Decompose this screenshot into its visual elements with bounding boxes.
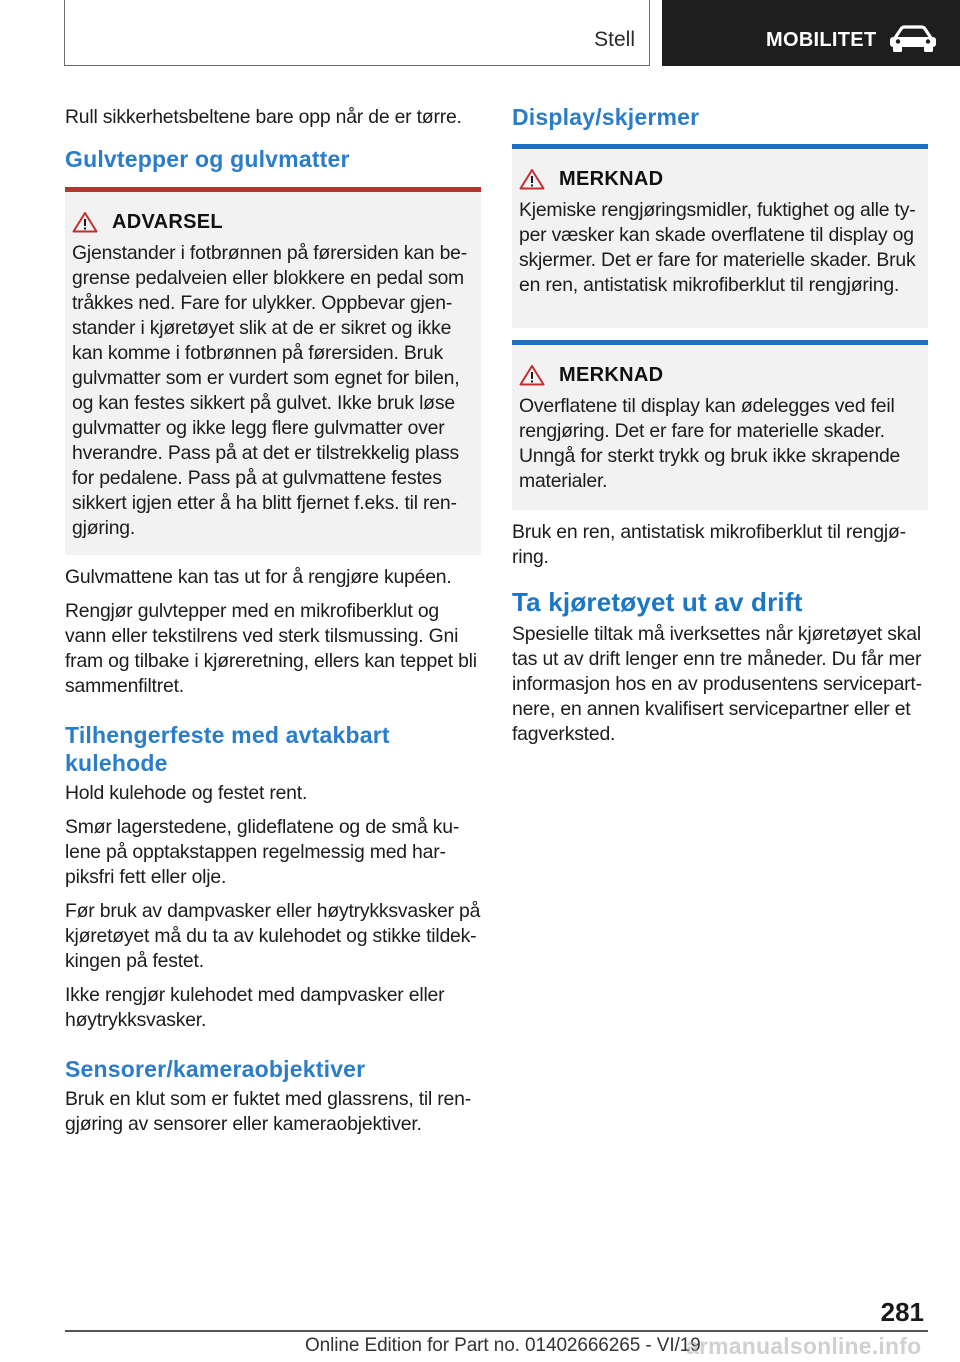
car-icon (887, 25, 939, 53)
note-1-title: MERKNAD (559, 167, 664, 190)
hitch-paragraph-3: Før bruk av dampvasker eller høytrykksvasker på kjøretøyet må du ta av kulehodet og stikke tildek-kingen på festet. (65, 900, 481, 972)
decommission-heading: Ta kjøretøyet ut av drift (512, 587, 803, 617)
footer-watermark: armanualsonline.info (686, 1333, 922, 1359)
note-callout-1-header (512, 167, 928, 191)
header-section-box (64, 0, 650, 66)
warning-triangle-icon (519, 168, 545, 190)
page-number: 281 (880, 1297, 924, 1327)
header-chapter-tab (662, 0, 960, 66)
carpets-paragraph-2: Rengjør gulvtepper med en mikrofiberklut og vann eller tekstilrens ved sterk tilsmussing. Gni fram og tilbake i kjøreretning, ellers kan teppet bli sammenfiltret. (65, 600, 477, 697)
note-callout-2-header (512, 363, 928, 387)
carpets-paragraph-1: Gulvmattene kan tas ut for å rengjøre kupéen. (65, 566, 452, 588)
note-2-title: MERKNAD (559, 363, 664, 386)
right-column (512, 100, 928, 756)
hitch-paragraph-4: Ikke rengjør kulehodet med dampvasker eller høytrykksvasker. (65, 984, 445, 1031)
header-chapter-title: MOBILITET (766, 29, 877, 51)
hitch-paragraph-1: Hold kulehode og festet rent. (65, 782, 308, 804)
warning-triangle-icon (519, 364, 545, 386)
note-callout-2 (512, 340, 928, 510)
warning-callout (65, 187, 481, 555)
note-2-text: Overflatene til display kan ødelegges ved feil rengjøring. Det er fare for materielle skader. Unngå for sterkt trykk og bruk ikke skrapende materialer. (519, 395, 901, 492)
hitch-paragraph-2: Smør lagerstedene, glideflatene og de små ku-lene på opptakstappen regelmessig med har-piksfri fett eller olje. (65, 816, 460, 888)
header-section-title: Stell (594, 28, 635, 51)
note-1-text: Kjemiske rengjøringsmidler, fuktighet og alle ty-per væsker kan skade overflatene til display og skjermer. Det er fare for materielle skader. Bruk en ren, antistatisk mikrofiberklut til rengjøring. (519, 199, 916, 296)
footer-divider (65, 1330, 928, 1332)
hitch-heading: Tilhengerfeste med avtakbart kulehode (65, 722, 390, 776)
decommission-paragraph-1: Spesielle tiltak må iverksettes når kjøretøyet skal tas ut av drift lenger enn tre måneder. Du får mer informasjon hos en av produsentens servicepart-nere, en annen kvalifisert servicepartner eller et fagverksted. (512, 623, 922, 745)
display-heading: Display/skjermer (512, 104, 700, 130)
warning-triangle-icon (72, 211, 98, 233)
warning-title: ADVARSEL (112, 210, 223, 233)
sensors-heading: Sensorer/kameraobjektiver (65, 1056, 366, 1082)
sensors-paragraph-1: Bruk en klut som er fuktet med glassrens, til ren-gjøring av sensorer eller kameraobjektiver. (65, 1088, 471, 1135)
warning-callout-header (65, 210, 481, 234)
note-callout-1 (512, 144, 928, 328)
footer-edition: Online Edition for Part no. 01402666265 - VI/19 (305, 1335, 701, 1356)
left-column (65, 100, 481, 1146)
carpets-heading: Gulvtepper og gulvmatter (65, 146, 350, 172)
display-paragraph-1: Bruk en ren, antistatisk mikrofiberklut til rengjø-ring. (512, 521, 906, 568)
warning-text: Gjenstander i fotbrønnen på førersiden kan be-grense pedalveien eller blokkere en pedal som tråkkes ned. Fare for ulykker. Oppbevar gjen-stander i kjøretøyet slik at de er sikret og ikke kan komme i fotbrønnen på førersiden. Bruk gulvmatter som er vurdert som egnet for bilen, og kan festes sikkert på gulvet. Ikke bruk løse gulvmatter og ikke legg flere gulvmatter over hverandre. Pass på at det er tilstrekkelig plass for pedalene. Pass på at gulvmattene festes sikkert igjen etter å ha blitt fjernet f.eks. til ren-gjøring. (72, 242, 467, 539)
intro-paragraph: Rull sikkerhetsbeltene bare opp når de er tørre. (65, 106, 462, 128)
